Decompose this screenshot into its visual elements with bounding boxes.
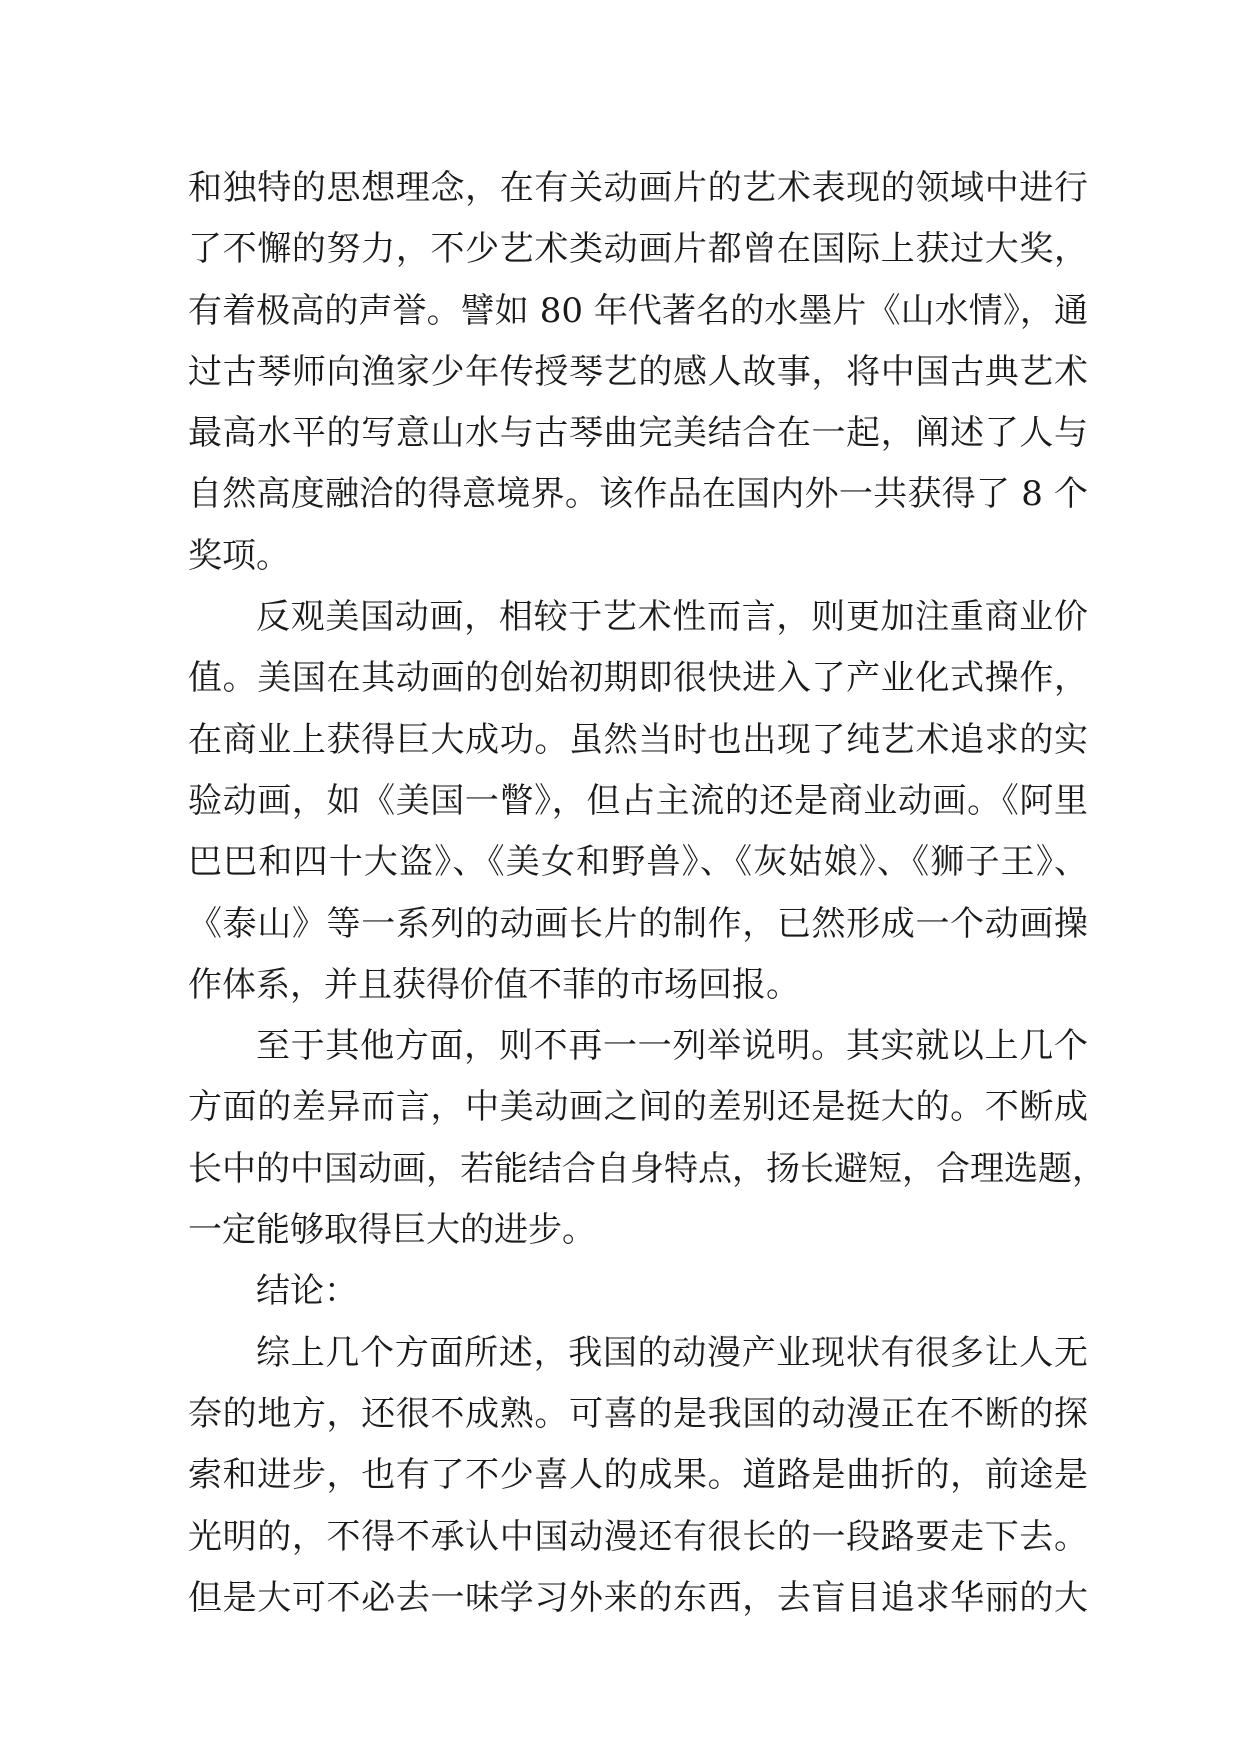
text-line: 了不懈的努力，不少艺术类动画片都曾在国际上获过大奖， <box>188 229 1088 270</box>
text-line: 过古琴师向渔家少年传授琴艺的感人故事，将中国古典艺术 <box>188 351 1088 392</box>
text-line: 《泰山》等一系列的动画长片的制作，已然形成一个动画操 <box>188 903 1088 944</box>
text-line: 长中的中国动画，若能结合自身特点，扬长避短，合理选题， <box>188 1148 1106 1189</box>
text-line: 值。美国在其动画的创始初期即很快进入了产业化式操作， <box>188 658 1088 699</box>
text-line: 奈的地方，还很不成熟。可喜的是我国的动漫正在不断的探 <box>188 1393 1088 1434</box>
body-text <box>188 158 1106 1629</box>
text-line: 最高水平的写意山水与古琴曲完美结合在一起，阐述了人与 <box>188 413 1088 454</box>
text-line: 有着极高的声誉。譬如 80 年代著名的水墨片《山水情》，通 <box>188 290 1088 331</box>
text-line: 至于其他方面，则不再一一列举说明。其实就以上几个 <box>256 1026 1088 1067</box>
text-line: 在商业上获得巨大成功。虽然当时也出现了纯艺术追求的实 <box>188 719 1088 760</box>
text-line: 但是大可不必去一味学习外来的东西，去盲目追求华丽的大 <box>188 1577 1088 1618</box>
text-line: 结论： <box>256 1271 358 1312</box>
text-line: 巴巴和四十大盗》、《美女和野兽》、《灰姑娘》、《狮子王》、 <box>188 842 1088 883</box>
text-line: 反观美国动画，相较于艺术性而言，则更加注重商业价 <box>256 597 1088 638</box>
text-line: 奖项。 <box>188 535 290 576</box>
text-line: 验动画，如《美国一瞥》，但占主流的还是商业动画。《阿里 <box>188 780 1088 821</box>
text-line: 综上几个方面所述，我国的动漫产业现状有很多让人无 <box>256 1332 1088 1373</box>
text-line: 光明的，不得不承认中国动漫还有很长的一段路要走下去。 <box>188 1516 1088 1557</box>
text-line: 索和进步，也有了不少喜人的成果。道路是曲折的，前途是 <box>188 1455 1088 1496</box>
text-line: 方面的差异而言，中美动画之间的差别还是挺大的。不断成 <box>188 1087 1088 1128</box>
text-line: 和独特的思想理念，在有关动画片的艺术表现的领域中进行 <box>188 168 1088 208</box>
text-line: 作体系，并且获得价值不菲的市场回报。 <box>188 964 800 1005</box>
text-line: 一定能够取得巨大的进步。 <box>188 1210 596 1251</box>
text-line: 自然高度融洽的得意境界。该作品在国内外一共获得了 8 个 <box>188 474 1088 515</box>
